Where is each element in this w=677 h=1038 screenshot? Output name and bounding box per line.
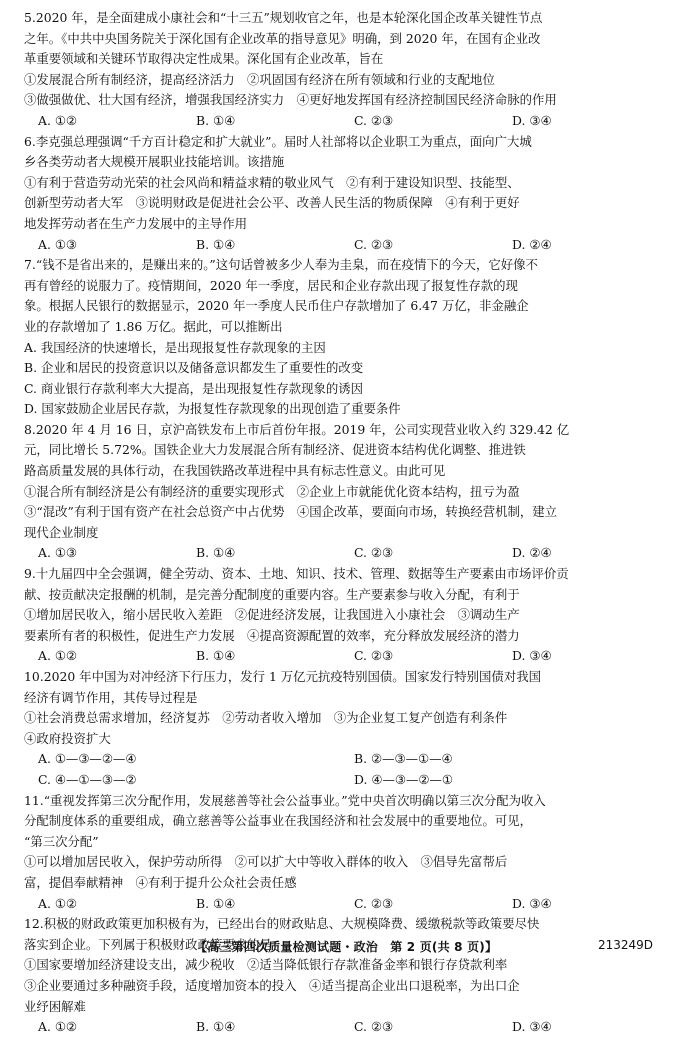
question-line: 再有曾经的说服力了。疫情期间，2020 年一季度，居民和企业存款出现了报复性存款的现: [24, 277, 518, 293]
question-block: [24, 8, 651, 132]
question-line: ③做强做优、壮大国有经济，增强我国经济实力 ④更好地发挥国有经济控制国民经济命脉的作用: [24, 92, 557, 108]
answer-option: D. ③④: [512, 112, 552, 128]
question-block: [24, 914, 651, 1038]
question-stem: 11.“重视发挥第三次分配作用，发展慈善等社会公益事业。”党中央首次明确以第三次分配为收入: [24, 792, 546, 808]
question-line: 富，提倡奉献精神 ④有利于提升公众社会责任感: [24, 874, 297, 890]
answer-option: D. ②④: [512, 236, 552, 252]
answer-option: D. ②④: [512, 545, 552, 561]
question-line: 创新型劳动者大军 ③说明财政是促进社会公平、改善人民生活的物质保障 ④有利于更好: [24, 195, 520, 211]
question-line: 象。根据人民银行的数据显示，2020 年一季度人民币住户存款增加了 6.47 万亿，非金融企: [24, 298, 529, 314]
question-line: C. 商业银行存款利率大大提高，是出现报复性存款现象的诱因: [24, 380, 364, 396]
question-line: ③企业要通过多种融资手段，适度增加资本的投入 ④适当提高企业出口退税率，为出口企: [24, 977, 520, 993]
question-line: 地发挥劳动者在生产力发展中的主导作用: [24, 215, 248, 231]
question-stem: 9.十九届四中全会强调，健全劳动、资本、土地、知识、技术、管理、数据等生产要素由市场评价贡: [24, 566, 569, 582]
answer-option: A. ①②: [38, 895, 78, 911]
question-line: ①增加居民收入，缩小居民收入差距 ②促进经济发展，让我国进入小康社会 ③调动生产: [24, 607, 520, 623]
answer-option: D. ③④: [512, 648, 552, 664]
paper-code: 213249D: [597, 938, 653, 952]
answer-option: A. ①③: [38, 545, 78, 561]
question-line: 路高质量发展的具体行动，在我国铁路改革进程中具有标志性意义。由此可见: [24, 463, 446, 479]
question-line: ①社会消费总需求增加，经济复苏 ②劳动者收入增加 ③为企业复工复产创造有利条件: [24, 710, 508, 726]
answer-option: B. ①④: [196, 112, 236, 128]
answer-option: B. ②—③—①—④: [354, 751, 453, 767]
answer-option: B. ①④: [196, 545, 236, 561]
question-list: [24, 8, 651, 1038]
question-block: [24, 420, 651, 564]
question-line: 元，同比增长 5.72%。国铁企业大力发展混合所有制经济、促进资本结构优化调整、推进铁: [24, 442, 526, 458]
answer-option: C. ④—①—③—②: [38, 771, 137, 787]
question-block: [24, 255, 651, 420]
answer-option: A. ①②: [38, 112, 78, 128]
answer-option: C. ②③: [354, 895, 394, 911]
question-block: [24, 132, 651, 256]
question-line: A. 我国经济的快速增长，是出现报复性存款现象的主因: [24, 339, 326, 355]
answer-option: D. ④—③—②—①: [354, 771, 453, 787]
question-block: [24, 667, 651, 791]
question-line: ①混合所有制经济是公有制经济的重要实现形式 ②企业上市就能优化资本结构，扭亏为盈: [24, 483, 520, 499]
question-line: 分配制度体系的重要组成，确立慈善等公益事业在我国经济和社会发展中的重要地位。可见，: [24, 813, 533, 829]
answer-option: C. ②③: [354, 545, 394, 561]
answer-options: [24, 543, 651, 564]
answer-option: B. ①④: [196, 895, 236, 911]
question-line: 落实到企业。下列属于积极财政政策要求的是: [24, 936, 272, 952]
question-stem: 7.“钱不是省出来的，是赚出来的。”这句话曾被多少人奉为圭臬，而在疫情下的今天，它好像不: [24, 257, 538, 273]
question-block: [24, 564, 651, 667]
answer-option: C. ②③: [354, 648, 394, 664]
answer-options: [24, 646, 651, 667]
answer-option: B. ①④: [196, 648, 236, 664]
answer-option: A. ①—③—②—④: [38, 751, 137, 767]
question-line: ①国家要增加经济建设支出，减少税收 ②适当降低银行存款准备金率和银行存贷款利率: [24, 957, 508, 973]
answer-options: [24, 235, 651, 256]
answer-options: [24, 749, 651, 790]
question-stem: 8.2020 年 4 月 16 日，京沪高铁发布上市后首份年报。2019 年，公司实现营业收入约 329.42 亿: [24, 421, 570, 437]
answer-options: [24, 894, 651, 915]
question-line: 业的存款增加了 1.86 万亿。据此，可以推断出: [24, 318, 283, 334]
answer-option: A. ①②: [38, 648, 78, 664]
question-line: ①可以增加居民收入，保护劳动所得 ②可以扩大中等收入群体的收入 ③倡导先富帮后: [24, 854, 508, 870]
question-line: ①有利于营造劳动光荣的社会风尚和精益求精的敬业风气 ②有利于建设知识型、技能型、: [24, 174, 520, 190]
answer-option: C. ②③: [354, 112, 394, 128]
answer-option: B. ①④: [196, 236, 236, 252]
question-stem: 6.李克强总理强调“千方百计稳定和扩大就业”。届时人社部将以企业职工为重点，面向广大城: [24, 133, 532, 149]
question-line: ③“混改”有利于国有资产在社会总资产中占优势 ④国企改革，要面向市场，转换经营机制，建立: [24, 504, 558, 520]
answer-option: B. ①④: [196, 1019, 236, 1035]
question-stem: 12.积极的财政政策更加积极有为，已经出台的财政贴息、大规模降费、缓缴税款等政策要尽快: [24, 916, 540, 932]
question-line: 革重要领域和关键环节取得决定性成果。深化国有企业改革，旨在: [24, 51, 384, 67]
question-line: 之年。《中共中央国务院关于深化国有企业改革的指导意见》明确，到 2020 年，在国有企业改: [24, 30, 541, 46]
question-line: ④政府投资扩大: [24, 730, 111, 746]
question-line: 现代企业制度: [24, 524, 99, 540]
answer-option: C. ②③: [354, 236, 394, 252]
question-stem: 5.2020 年，是全面建成小康社会和“十三五”规划收官之年，也是本轮深化国企改革关键性节点: [24, 10, 543, 25]
question-line: 业纾困解难: [24, 998, 86, 1014]
answer-option: D. ③④: [512, 1019, 552, 1035]
answer-options: [24, 1017, 651, 1038]
answer-option: D. ③④: [512, 895, 552, 911]
question-line: D. 国家鼓励企业居民存款，为报复性存款现象的出现创造了重要条件: [24, 401, 401, 417]
question-line: “第三次分配”: [24, 833, 99, 849]
answer-option: A. ①③: [38, 236, 78, 252]
answer-option: C. ②③: [354, 1019, 394, 1035]
page-footer: [0, 936, 677, 958]
footer-title: 【高三第四次质量检测试题・政治 第 2 页(共 8 页)】: [195, 940, 498, 954]
question-line: ①发展混合所有制经济，提高经济活力 ②巩固国有经济在所有领域和行业的支配地位: [24, 71, 495, 87]
question-line: 乡各类劳动者大规模开展职业技能培训。该措施: [24, 154, 285, 170]
answer-option: A. ①②: [38, 1019, 78, 1035]
question-line: 经济有调节作用，其传导过程是: [24, 689, 198, 705]
question-stem: 10.2020 年中国为对冲经济下行压力，发行 1 万亿元抗疫特别国债。国家发行特别国债对我国: [24, 669, 541, 684]
question-block: [24, 791, 651, 915]
question-line: 献、按贡献决定报酬的机制，是完善分配制度的重要内容。生产要素参与收入分配，有利于: [24, 586, 520, 602]
answer-options: [24, 111, 651, 132]
question-line: 要素所有者的积极性，促进生产力发展 ④提高资源配置的效率，充分释放发展经济的潜力: [24, 627, 520, 643]
question-line: B. 企业和居民的投资意识以及储备意识都发生了重要性的改变: [24, 360, 364, 376]
